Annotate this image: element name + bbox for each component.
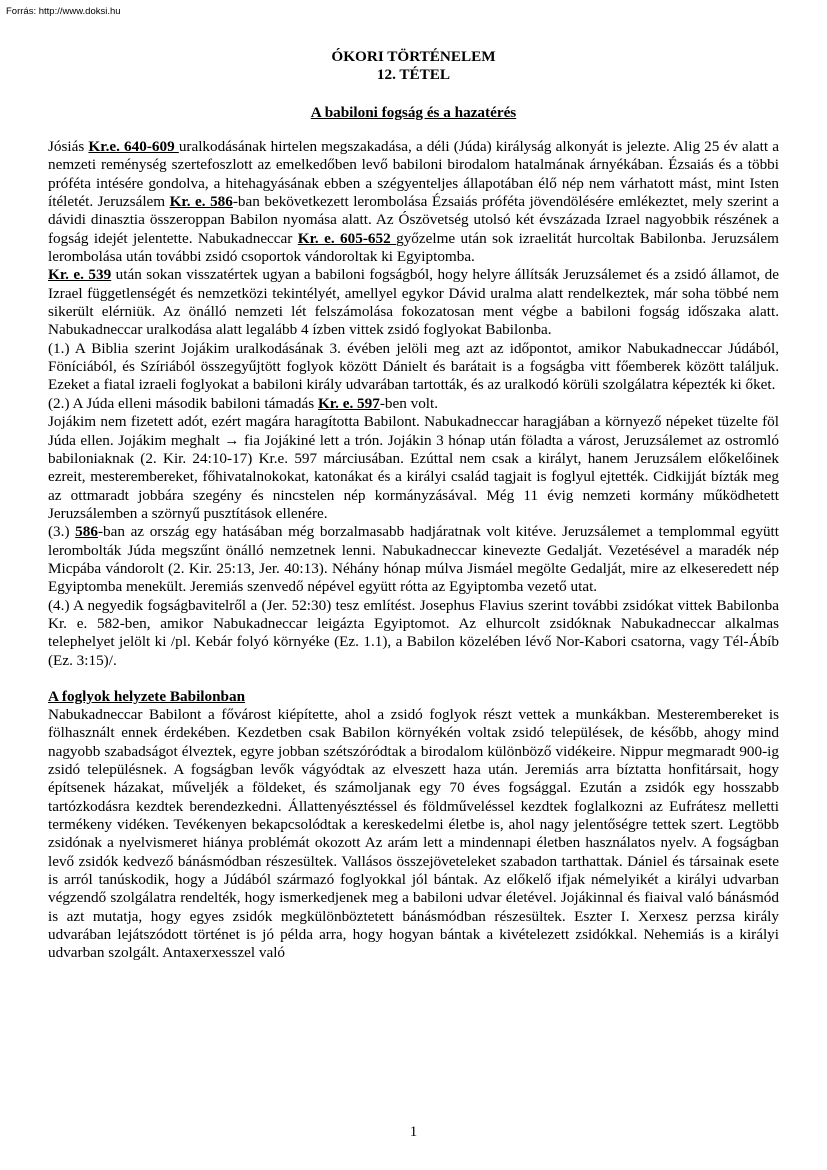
source-label: Forrás: http://www.doksi.hu — [6, 6, 121, 17]
date-highlight: Kr. e. 605-652 — [297, 229, 397, 247]
text: győzelme után sok izraelitát hurcoltak Babilonba. Jeruzsálem lerombolása után további zsidó csoportok vándoroltak ki Egyiptomba. — [48, 229, 779, 266]
text: (3.) — [48, 523, 76, 541]
paragraph-3: (1.) A Biblia szerint Jojákim uralkodásának 3. évében jelöli meg azt az időpontot, amikor Nabukadneccar Júdából, Föníciából, és Szíriából összegyűjtött foglyok között Dánielt és barátait is a fogságba vitt főemberek között találjuk. Ezeket a fiatal izraeli foglyokat a babiloni király udvarában tartották, és az uralkodó körüli szolgálatra képezték ki őket. — [48, 339, 779, 394]
date-highlight: Kr. e. 539 — [48, 266, 112, 284]
date-highlight: Kr.e. 640-609 — [88, 138, 179, 155]
text: (2.) A Júda elleni második babiloni támadás — [48, 394, 318, 412]
text: -ben volt. — [379, 394, 439, 412]
document-title: ÓKORI TÖRTÉNELEM — [331, 48, 496, 65]
document-page — [48, 48, 779, 963]
page-number: 1 — [409, 1124, 418, 1140]
text: uralkodásának hirtelen megszakadása, a déli (Júda) királyság alkonyát is jelezte. Alig 25 év alatt a nemzeti reménység szertefoszlott az emelkedőben levő babiloni birodalom hatalmának árnyékában. Ézsaiás és a többi próféta intésére gondolva, a hitehagyásának ebben a szégyenteljes állapotában élő nép nem várhatott mást, mint Isten ítéletét. Jeruzsálem — [48, 138, 779, 211]
paragraph-1 — [48, 138, 779, 266]
paragraph-2 — [48, 266, 779, 339]
paragraph-5: Jojákim nem fizetett adót, ezért magára haragította Babilont. Nabukadneccar haragjában a környező népeket tüzelte föl Júda ellen. Jojákim meghalt → fia Jojákiné lett a trón. Jojákin 3 hónap után föladta a várost, Jeruzsálemet az ostromló babiloniaknak (2. Kir. 24:10-17) Kr.e. 597 márciusában. Ezúttal nem csak a királyt, hanem Jeruzsálem előkelőinek ezreit, mesterembereket, főhivatalnokokat, katonákat és a királyi család tagjait is foglyul ejtették. Cidkijját bízták meg az ottmaradt jobbára szegény és nincstelen nép kormányzásával. Még 11 évig nemzeti kormány működhetett Jeruzsálemben a szörnyű pusztítások ellenére. — [48, 413, 779, 522]
section-heading: A foglyok helyzete Babilonban — [48, 687, 246, 705]
date-highlight: 586 — [75, 523, 98, 541]
text: -ban bekövetkezett lerombolása Ézsaiás próféta jövendölésére emlékeztet, mely szerint a dávidi dinasztia összeroppan Babilon nyomása alatt. Az Ószövetség utolsó két évszázada Izrael nagyobbik részének a fogság idejét jelentette. Nabukadneccar — [48, 193, 779, 247]
text: -ban az ország egy hatásában még borzalmasabb hadjáratnak volt kitéve. Jeruzsálemet a templommal együtt lerombolták Júda megszűnt önálló nemzetnek lenni. Nabukadneccar kinevezte Gedalját. Vezetésével a maradék nép Micpába vándorolt (2. Kir. 25:13, Jer. 40:13). Néhány hónap múlva Jismáel megölte Gedalját, mire az elkeseredett nép Egyiptomba menekült. Jeremiás szenvedő népével együtt rótta az Egyiptomba vezető utat. — [48, 523, 779, 596]
document-number: 12. TÉTEL — [376, 66, 451, 83]
paragraph-4 — [48, 395, 779, 413]
paragraph-8: Nabukadneccar Babilont a fővárost kiépítette, ahol a zsidó foglyok részt vettek a munkákban. Mesterembereket is fölhasznált ennek érdekében. Kezdetben csak Babilon környékén voltak zsidó települések, de később, ahogy mind nagyobb szabadságot élveztek, egyre jobban szétszóródtak a birodalom különböző vidékeire. Nippur megmaradt 900-ig zsidó településnek. A fogságban levők vágyódtak az elveszett haza után. Jeremiás arra bíztatta honfitársait, hogy építsenek házakat, műveljék a földeket, és számoljanak egy 70 éves fogsággal. Ezután a zsidók egy hosszabb tartózkodásra kezdtek berendezkedni. Állattenyésztéssel és földműveléssel kezdtek foglalkozni az Eufrátesz melletti termékeny vidéken. Tevékenyen bekapcsolódtak a kereskedelmi életbe is, ahol nagy jelentőségre tettek szert. Legtöbb zsidónak a nyelvismeret hiánya problémát okozott Az arám lett a mindennapi életben használatos nyelv. A fogságban levő zsidók kedvező bánásmódban részesültek. Vallásos összejöveteleket szabadon tarthattak. Dániel és társainak esete is arról tanúskodik, hogy a Júdából származó foglyokkal jól bántak. Az előkelő ifjak némelyikét a királyi udvarban végzendő szolgálatra rendelték, hogy ismerkedjenek meg a babiloni udvar életével. Jojákinnal és fiaival való bánásmód is azt mutatja, hogy egyes zsidók megkülönböztetett bánásmódban részesültek. Eszter I. Xerxesz perzsa király udvarában lejátszódott történet is jó példa arra, hogy hogyan bántak a kivételezett zsidókkal. Nehemiás is a királyi udvarban szolgált. Antaxerxesszel való — [48, 705, 779, 962]
text: Jósiás — [48, 138, 89, 155]
document-subtitle: A babiloni fogság és a hazatérés — [310, 104, 517, 121]
paragraph-6 — [48, 523, 779, 596]
date-highlight: Kr. e. 597 — [317, 394, 380, 412]
paragraph-7: (4.) A negyedik fogságbavitelről a (Jer. 52:30) tesz említést. Josephus Flavius szerint további zsidókat vittek Babilonba Kr. e. 582-ben, amikor Nabukadneccar leigázta Egyiptomot. Az elhurcolt zsidóknak Nabukadneccar alkalmas telephelyet jelölt ki /pl. Kebár folyó környéke (Ez. 1.1), a Babilon közelében lévő Nor-Kabori csatorna, vagy Tél-Ábíb (Ez. 3:15)/. — [48, 596, 779, 669]
date-highlight: Kr. e. 586 — [169, 193, 233, 211]
text: után sokan visszatértek ugyan a babiloni fogságból, hogy helyre állítsák Jeruzsálemet és a zsidó államot, de Izrael függetlenségét és nemzetközi tekintélyét, amellyel egykor Dávid uralma alatt rendelkeztek, már soha többé nem sikerült elérniük. Az önálló nemzeti lét felszámolása fokozatosan ment végbe a babiloni fogság időszaka alatt. Nabukadneccar uralkodása alatt legalább 4 ízben vittek zsidó foglyokat Babilonba. — [48, 266, 780, 339]
